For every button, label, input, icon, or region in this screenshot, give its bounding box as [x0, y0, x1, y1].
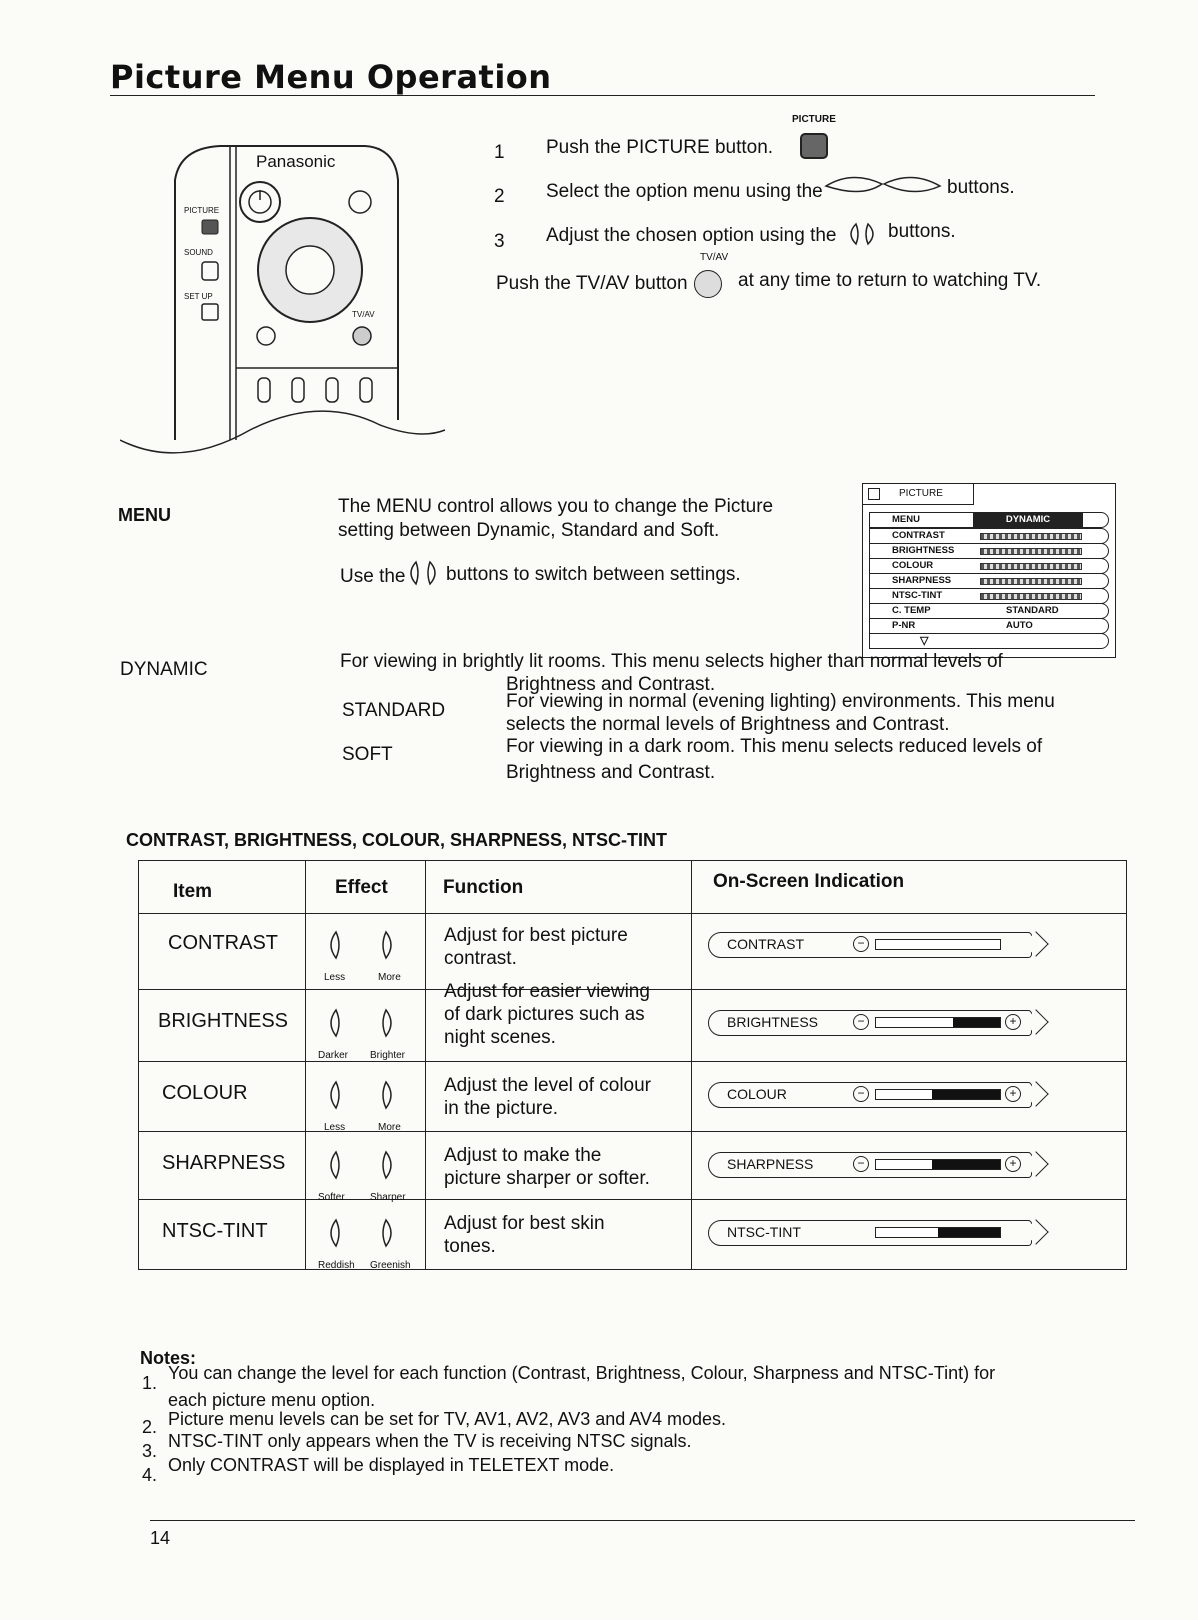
- effect-buttons-icon: [326, 1150, 406, 1185]
- soft-text-2: Brightness and Contrast.: [506, 762, 716, 783]
- standard-text-2: selects the normal levels of Brightness and Contrast.: [506, 714, 950, 735]
- step-2-num: 2: [494, 186, 505, 207]
- osd-row-name: CONTRAST: [892, 530, 945, 541]
- osd-row-contrast: [869, 528, 1109, 544]
- picture-caption: PICTURE: [792, 114, 836, 125]
- level-fill: [932, 1160, 1000, 1169]
- osd-row-bar: [980, 533, 1082, 540]
- remote-illustration: [120, 140, 450, 460]
- menu-use-text-a: Use the: [340, 566, 406, 587]
- dynamic-text-2: Brightness and Contrast.: [506, 674, 716, 695]
- osd-row-more: [869, 633, 1109, 649]
- remote-label-setup: SET UP: [184, 292, 213, 301]
- row-function-line-2: contrast.: [444, 948, 517, 969]
- osd-row-name: NTSC-TINT: [892, 590, 943, 601]
- col-divider: [691, 861, 692, 1269]
- on-screen-bar: [708, 932, 1032, 958]
- on-screen-bar-label: CONTRAST: [727, 936, 804, 952]
- row-item-name: BRIGHTNESS: [158, 1010, 289, 1032]
- osd-row-bar: [980, 563, 1082, 570]
- effect-more-label: Greenish: [370, 1260, 411, 1271]
- picture-adjust-table: [138, 860, 1127, 1270]
- level-fill: [953, 1018, 1000, 1027]
- soft-label: SOFT: [342, 744, 393, 765]
- on-screen-bar: [708, 1220, 1032, 1246]
- effect-more-label: More: [378, 1122, 401, 1133]
- osd-row-name: BRIGHTNESS: [892, 545, 955, 556]
- note-3-num: 3.: [142, 1441, 158, 1461]
- osd-row-sharpness: [869, 573, 1109, 589]
- row-function-line-2: of dark pictures such as: [444, 1004, 645, 1025]
- osd-row-name: P-NR: [892, 620, 916, 631]
- effect-less-label: Less: [324, 1122, 346, 1133]
- osd-row-colour: [869, 558, 1109, 574]
- row-divider: [139, 1199, 1126, 1200]
- title-divider: [110, 95, 1095, 96]
- soft-text-1: For viewing in a dark room. This menu selects reduced levels of: [506, 736, 1043, 757]
- step-2-text: Select the option menu using the: [546, 181, 823, 202]
- level-fill: [932, 1090, 1000, 1099]
- row-divider: [139, 913, 1126, 914]
- osd-row-value: DYNAMIC: [973, 513, 1083, 527]
- col-divider: [425, 861, 426, 1269]
- level-gauge: [875, 1089, 1001, 1100]
- effect-more-label: Sharper: [370, 1192, 406, 1203]
- note-1-num: 1.: [142, 1373, 158, 1393]
- row-function-line-1: Adjust for best picture: [444, 925, 628, 946]
- level-gauge: [875, 1227, 1001, 1238]
- effect-more-label: More: [378, 972, 401, 983]
- effect-buttons-icon: [326, 1218, 406, 1253]
- row-item-name: CONTRAST: [168, 932, 278, 954]
- row-function-line-1: Adjust the level of colour: [444, 1075, 652, 1096]
- step-3-text: Adjust the chosen option using the: [546, 225, 837, 246]
- left-right-buttons-icon: [844, 222, 880, 251]
- row-divider: [139, 1061, 1126, 1062]
- return-text-a: Push the TV/AV button: [496, 273, 688, 294]
- left-right-buttons-icon: [404, 560, 440, 591]
- plus-icon: +: [1005, 1086, 1021, 1102]
- osd-row-c-temp: [869, 603, 1109, 619]
- note-1-text: You can change the level for each function (Contrast, Brightness, Colour, Sharpness and NTSC-Tint) for: [168, 1363, 996, 1383]
- note-2-num: 2.: [142, 1417, 158, 1437]
- minus-icon: −: [853, 936, 869, 952]
- picture-button-icon: [800, 133, 828, 159]
- remote-label-sound: SOUND: [184, 248, 213, 257]
- osd-row-bar: [980, 593, 1082, 600]
- row-divider: [139, 1131, 1126, 1132]
- standard-label: STANDARD: [342, 700, 446, 721]
- step-1-text: Push the PICTURE button.: [546, 137, 774, 158]
- step-3-suffix: buttons.: [888, 221, 956, 242]
- osd-row-p-nr: [869, 618, 1109, 634]
- minus-icon: −: [853, 1086, 869, 1102]
- effect-less-label: Less: [324, 972, 346, 983]
- on-screen-bar-label: BRIGHTNESS: [727, 1014, 819, 1030]
- level-gauge: [875, 1017, 1001, 1028]
- step-3-num: 3: [494, 231, 505, 252]
- osd-row-name: MENU: [892, 514, 920, 525]
- row-function-line-2: tones.: [444, 1236, 496, 1257]
- on-screen-bar: [708, 1010, 1032, 1036]
- osd-row-value: STANDARD: [1006, 605, 1059, 616]
- tvav-button-icon: [694, 270, 722, 298]
- effect-less-label: Reddish: [318, 1260, 355, 1271]
- up-down-buttons-icon: [822, 172, 942, 201]
- osd-tab: [863, 484, 974, 505]
- osd-more-arrow-icon: ▽: [920, 635, 929, 647]
- step-1-num: 1: [494, 142, 505, 163]
- standard-text-1: For viewing in normal (evening lighting) environments. This menu: [506, 691, 1055, 712]
- header-on-screen: On-Screen Indication: [713, 871, 905, 892]
- minus-icon: −: [853, 1014, 869, 1030]
- minus-icon: −: [853, 1156, 869, 1172]
- effect-buttons-icon: [326, 930, 406, 965]
- on-screen-bar: [708, 1152, 1032, 1178]
- osd-row-bar: [980, 578, 1082, 585]
- osd-row-value: AUTO: [1006, 620, 1033, 631]
- header-function: Function: [443, 877, 524, 898]
- note-3-text: NTSC-TINT only appears when the TV is receiving NTSC signals.: [168, 1431, 692, 1451]
- note-4-num: 4.: [142, 1465, 158, 1485]
- effect-buttons-icon: [326, 1080, 406, 1115]
- row-function-line-3: night scenes.: [444, 1027, 556, 1048]
- dynamic-label: DYNAMIC: [120, 659, 208, 680]
- row-function-line-1: Adjust for easier viewing: [444, 981, 650, 1002]
- menu-use-text-b: buttons to switch between settings.: [446, 564, 741, 585]
- remote-label-tvav: TV/AV: [352, 310, 375, 319]
- dynamic-text-1: For viewing in brightly lit rooms. This menu selects higher than normal levels of: [340, 651, 1003, 672]
- effect-less-label: Darker: [318, 1050, 349, 1061]
- row-function-line-1: Adjust for best skin: [444, 1213, 605, 1234]
- menu-description: The MENU control allows you to change the Picture setting between Dynamic, Standard and Soft.: [338, 496, 774, 541]
- osd-tab-icon: [868, 488, 880, 500]
- level-fill: [938, 1228, 1000, 1237]
- osd-row-name: C. TEMP: [892, 605, 931, 616]
- header-effect: Effect: [335, 877, 388, 898]
- row-function-line-1: Adjust to make the: [444, 1145, 602, 1166]
- on-screen-bar-label: NTSC-TINT: [727, 1224, 801, 1240]
- row-item-name: SHARPNESS: [162, 1152, 286, 1174]
- osd-row-name: SHARPNESS: [892, 575, 952, 586]
- on-screen-bar-label: COLOUR: [727, 1086, 787, 1102]
- row-item-name: NTSC-TINT: [162, 1220, 268, 1242]
- note-2-text: Picture menu levels can be set for TV, AV1, AV2, AV3 and AV4 modes.: [168, 1409, 726, 1429]
- osd-row-bar: [980, 548, 1082, 555]
- effect-more-label: Brighter: [370, 1050, 406, 1061]
- row-item-name: COLOUR: [162, 1082, 248, 1104]
- return-text-b: at any time to return to watching TV.: [738, 270, 1042, 291]
- header-item: Item: [173, 881, 213, 902]
- table-heading: CONTRAST, BRIGHTNESS, COLOUR, SHARPNESS, NTSC-TINT: [126, 830, 668, 850]
- remote-brand: Panasonic: [256, 152, 336, 171]
- plus-icon: +: [1005, 1014, 1021, 1030]
- osd-row-brightness: [869, 543, 1109, 559]
- effect-less-label: Softer: [318, 1192, 345, 1203]
- note-4-text: Only CONTRAST will be displayed in TELETEXT mode.: [168, 1455, 615, 1475]
- menu-label: MENU: [118, 505, 171, 525]
- osd-row-menu: [869, 512, 1109, 528]
- col-divider: [305, 861, 306, 1269]
- level-gauge: [875, 939, 1001, 950]
- notes-title: Notes:: [140, 1348, 197, 1368]
- note-1-text-2: each picture menu option.: [168, 1390, 376, 1410]
- tvav-caption: TV/AV: [700, 252, 729, 263]
- step-2-suffix: buttons.: [947, 177, 1015, 198]
- on-screen-bar-label: SHARPNESS: [727, 1156, 814, 1172]
- osd-row-name: COLOUR: [892, 560, 934, 571]
- row-function-line-2: in the picture.: [444, 1098, 559, 1119]
- osd-tab-label: PICTURE: [899, 488, 943, 499]
- row-function-line-2: picture sharper or softer.: [444, 1168, 650, 1189]
- osd-picture-menu: [862, 483, 1116, 658]
- page-title: Picture Menu Operation: [110, 58, 552, 96]
- level-gauge: [875, 1159, 1001, 1170]
- footer-divider: [150, 1520, 1135, 1521]
- page-number: 14: [150, 1528, 171, 1548]
- remote-label-picture: PICTURE: [184, 206, 220, 215]
- on-screen-bar: [708, 1082, 1032, 1108]
- osd-row-ntsc-tint: [869, 588, 1109, 604]
- plus-icon: +: [1005, 1156, 1021, 1172]
- effect-buttons-icon: [326, 1008, 406, 1043]
